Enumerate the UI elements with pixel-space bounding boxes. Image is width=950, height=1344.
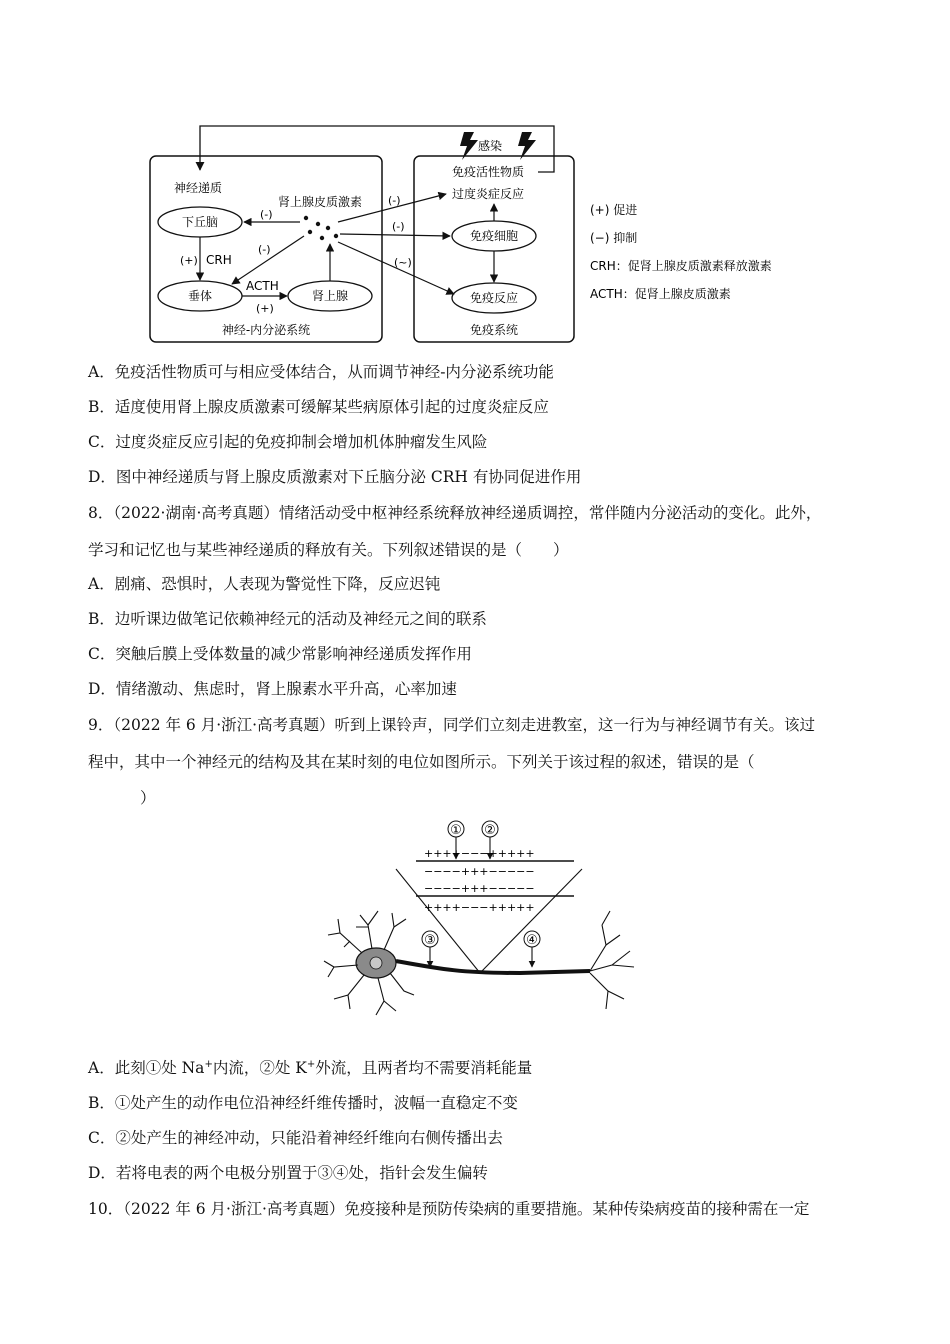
q7-option-d: D．图中神经递质与肾上腺皮质激素对下丘脑分泌 CRH 有协同促进作用 bbox=[88, 468, 582, 486]
q8-option-b: B．边听课边做笔记依赖神经元的活动及神经元之间的联系 bbox=[88, 610, 487, 628]
potential-row-1: ++++−−−+++++ bbox=[424, 847, 535, 860]
immune-cell-label: 免疫细胞 bbox=[469, 229, 519, 243]
q9-option-a-post: 外流，且两者均不需要消耗能量 bbox=[315, 1059, 533, 1077]
q8-option-a: A．剧痛、恐惧时，人表现为警觉性下降，反应迟钝 bbox=[88, 575, 441, 593]
q9-stem-line1: 9．（2022 年 6 月·浙江·高考真题）听到上课铃声，同学们立刻走进教室，这一行为与神经调节有关。该过 bbox=[88, 716, 816, 734]
arrow-dots-to-immune-cell bbox=[340, 234, 450, 236]
neurotransmitter-label: 神经递质 bbox=[174, 181, 223, 195]
neuron-diagram bbox=[320, 815, 640, 1030]
inhibit-mark: (-) bbox=[260, 208, 273, 221]
inhibit-mark: (-) bbox=[392, 220, 405, 233]
nucleus bbox=[370, 957, 382, 969]
potential-row-3: −−−−+++−−−−− bbox=[424, 882, 535, 895]
q8-stem-line1: 8．（2022·湖南·高考真题）情绪活动受中枢神经系统释放神经递质调控，常伴随内分泌活动的变化。此外， bbox=[88, 504, 822, 522]
pituitary-label: 垂体 bbox=[187, 289, 213, 303]
q8-option-d: D．情绪激动、焦虑时，肾上腺素水平升高，心率加速 bbox=[88, 680, 457, 698]
superscript: + bbox=[204, 1058, 213, 1070]
promote-mark: (+) bbox=[180, 254, 198, 267]
marker-4: ④ bbox=[526, 933, 538, 948]
q8-stem-line2: 学习和记忆也与某些神经递质的释放有关。下列叙述错误的是（ ） bbox=[88, 541, 569, 559]
marker-1: ① bbox=[450, 823, 462, 838]
hormone-dots bbox=[304, 216, 338, 240]
q9-option-a-mid: 内流，②处 K bbox=[212, 1059, 307, 1077]
q9-stem-line2: 程中，其中一个神经元的结构及其在某时刻的电位如图所示。下列关于该过程的叙述，错误的是（ bbox=[88, 753, 755, 771]
potential-row-2: −−−−+++−−−−− bbox=[424, 865, 535, 878]
q7-option-c: C．过度炎症反应引起的免疫抑制会增加机体肿瘤发生风险 bbox=[88, 433, 488, 451]
q7-option-a: A．免疫活性物质可与相应受体结合，从而调节神经-内分泌系统功能 bbox=[88, 363, 554, 381]
marker-2: ② bbox=[484, 823, 496, 838]
q9-option-b: B．①处产生的动作电位沿神经纤维传播时，波幅一直稳定不变 bbox=[88, 1094, 518, 1112]
marker-3: ③ bbox=[424, 933, 436, 948]
q7-option-b: B．适度使用肾上腺皮质激素可缓解某些病原体引起的过度炎症反应 bbox=[88, 398, 549, 416]
immune-system-box bbox=[414, 156, 574, 342]
hypothalamus-label: 下丘脑 bbox=[181, 215, 219, 229]
q10-stem-line1: 10．（2022 年 6 月·浙江·高考真题）免疫接种是预防传染病的重要措施。某种传染病疫苗的接种需在一定 bbox=[88, 1200, 810, 1218]
q9-option-a-pre: A．此刻①处 Na bbox=[88, 1059, 205, 1077]
immune-system-label: 免疫系统 bbox=[469, 323, 519, 337]
adrenal-label: 肾上腺 bbox=[311, 289, 349, 303]
q9-option-d: D．若将电表的两个电极分别置于③④处，指针会发生偏转 bbox=[88, 1164, 488, 1182]
neuro-system-label: 神经-内分泌系统 bbox=[221, 323, 311, 337]
crh-label: CRH bbox=[206, 253, 232, 267]
inhibit-mark: (-) bbox=[258, 243, 271, 256]
neuro-immune-diagram bbox=[140, 118, 820, 348]
q9-stem-line3: ） bbox=[140, 789, 156, 807]
inhibit-mark: (-) bbox=[388, 194, 401, 207]
q9-option-c: C．②处产生的神经冲动，只能沿着神经纤维向右侧传播出去 bbox=[88, 1129, 503, 1147]
infection-label: 感染 bbox=[478, 139, 503, 153]
legend-acth: ACTH：促肾上腺皮质激素 bbox=[590, 287, 731, 301]
inhibit-mark: (~) bbox=[394, 256, 412, 269]
cortisol-label: 肾上腺皮质激素 bbox=[278, 195, 363, 209]
legend-promote: (+) 促进 bbox=[590, 203, 638, 217]
promote-mark: (+) bbox=[256, 302, 274, 315]
q9-option-a bbox=[88, 1058, 532, 1078]
inflammation-label: 过度炎症反应 bbox=[452, 187, 525, 201]
axon-terminals bbox=[590, 911, 634, 1009]
q8-option-c: C．突触后膜上受体数量的减少常影响神经递质发挥作用 bbox=[88, 645, 472, 663]
acth-label: ACTH bbox=[246, 279, 279, 293]
legend-crh: CRH：促肾上腺皮质激素释放激素 bbox=[590, 259, 772, 273]
potential-row-4: ++++−−−+++++ bbox=[424, 901, 535, 914]
legend-inhibit: (−) 抑制 bbox=[590, 231, 638, 245]
immune-active-label: 免疫活性物质 bbox=[452, 165, 525, 179]
superscript: + bbox=[306, 1058, 316, 1070]
immune-response-label: 免疫反应 bbox=[469, 291, 519, 305]
